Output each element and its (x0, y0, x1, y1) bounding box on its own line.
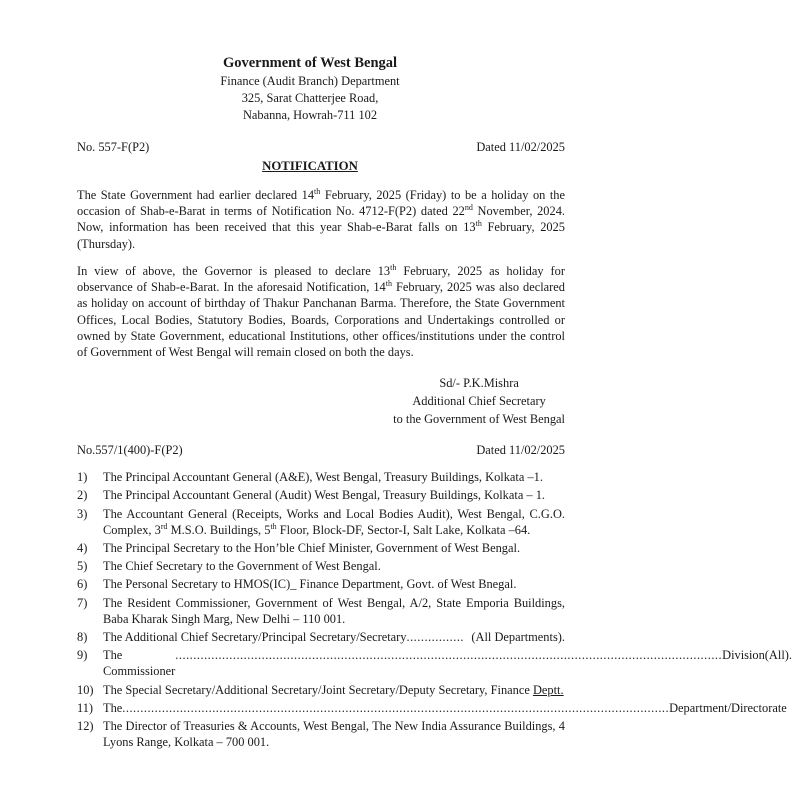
list-item: 12) The Director of Treasuries & Accounts, West Bengal, The New India Assurance Buildings, 4 Lyons Range, Kolkata – 700 001. (77, 719, 565, 750)
list-item: 1) The Principal Accountant General (A&E), West Bengal, Treasury Buildings, Kolkata –1. (77, 470, 543, 484)
memo-number-copy: No.557/1(400)-F(P2) (77, 443, 183, 457)
government-title: Government of West Bengal (222, 55, 398, 71)
list-item: 6) The Personal Secretary to HMOS(IC)_ Finance Department, Govt. of West Bnegal. (77, 577, 517, 592)
signatory-designation: Additional Chief Secretary (412, 394, 546, 408)
list-item: 7) The Resident Commissioner, Government of West Bengal, A/2, State Emporia Buildings, Baba Kharak Singh Marg, New Delhi – 110 001. (77, 595, 565, 626)
notification-heading: NOTIFICATION (262, 159, 358, 173)
address-line-1: 325, Sarat Chatterjee Road, (241, 91, 379, 105)
memo-number: No. 557-F(P2) (77, 140, 150, 154)
signatory-office: to the Government of West Bengal (393, 412, 565, 426)
list-item: 2) The Principal Accountant General (Audit) West Bengal, Treasury Buildings, Kolkata – 1. (77, 488, 546, 503)
list-item: 9) The Commissioner ........................................................................................................................................................ Division(All). (77, 648, 792, 679)
department-name: Finance (Audit Branch) Department (220, 74, 400, 88)
letterhead (0, 54, 620, 124)
list-item: 8) The Additional Chief Secretary/Principal Secretary/Secretary ................ (All Departments). (77, 630, 565, 645)
list-item: 11) The ........................................................................................................................................................ Department/Directorate (77, 700, 787, 715)
list-item: 5) The Chief Secretary to the Government of West Bengal. (77, 559, 381, 574)
memo-date: Dated 11/02/2025 (476, 140, 565, 154)
recipient-list (77, 469, 792, 753)
list-item: 10) The Special Secretary/Additional Secretary/Joint Secretary/Deputy Secretary, Finance Deptt. (77, 682, 564, 697)
paragraph-1: The State Government had earlier declared 14th February, 2025 (Friday) to be a holiday on the occasion of Shab-e-Barat in terms of Notification No. 4712-F(P2) dated 22nd November, 2024. Now, information has been received that this year Shab-e-Barat falls on 13th February, 2025 (Thursday). (77, 186, 566, 251)
paragraph-2: In view of above, the Governor is pleased to declare 13th February, 2025 as holiday for observance of Shab-e-Barat. In the aforesaid Notification, 14th February, 2025 was also declared as holiday on account of birthday of Thakur Panchanan Barma. Therefore, the State Government Offices, Local Bodies, Statutory Bodies, Boards, Corporations and Undertakings controlled or owned by State Government, educational Institutions, other offices/institutions under the control of Government of West Bengal will remain closed on both the days. (77, 262, 566, 360)
address-line-2: Nabanna, Howrah-711 102 (242, 108, 378, 122)
list-item: 3) The Accountant General (Receipts, Works and Local Bodies Audit), West Bengal, C.G.O. Complex, 3rd M.S.O. Buildings, 5th Floor, Block-DF, Sector-I, Salt Lake, Kolkata –64. (77, 506, 565, 537)
list-item: 4) The Principal Secretary to the Hon’ble Chief Minister, Government of West Bengal. (77, 540, 521, 555)
signatory-name: Sd/- P.K.Mishra (439, 376, 519, 390)
memo-date-copy: Dated 11/02/2025 (476, 443, 565, 457)
signature-block (393, 374, 565, 428)
